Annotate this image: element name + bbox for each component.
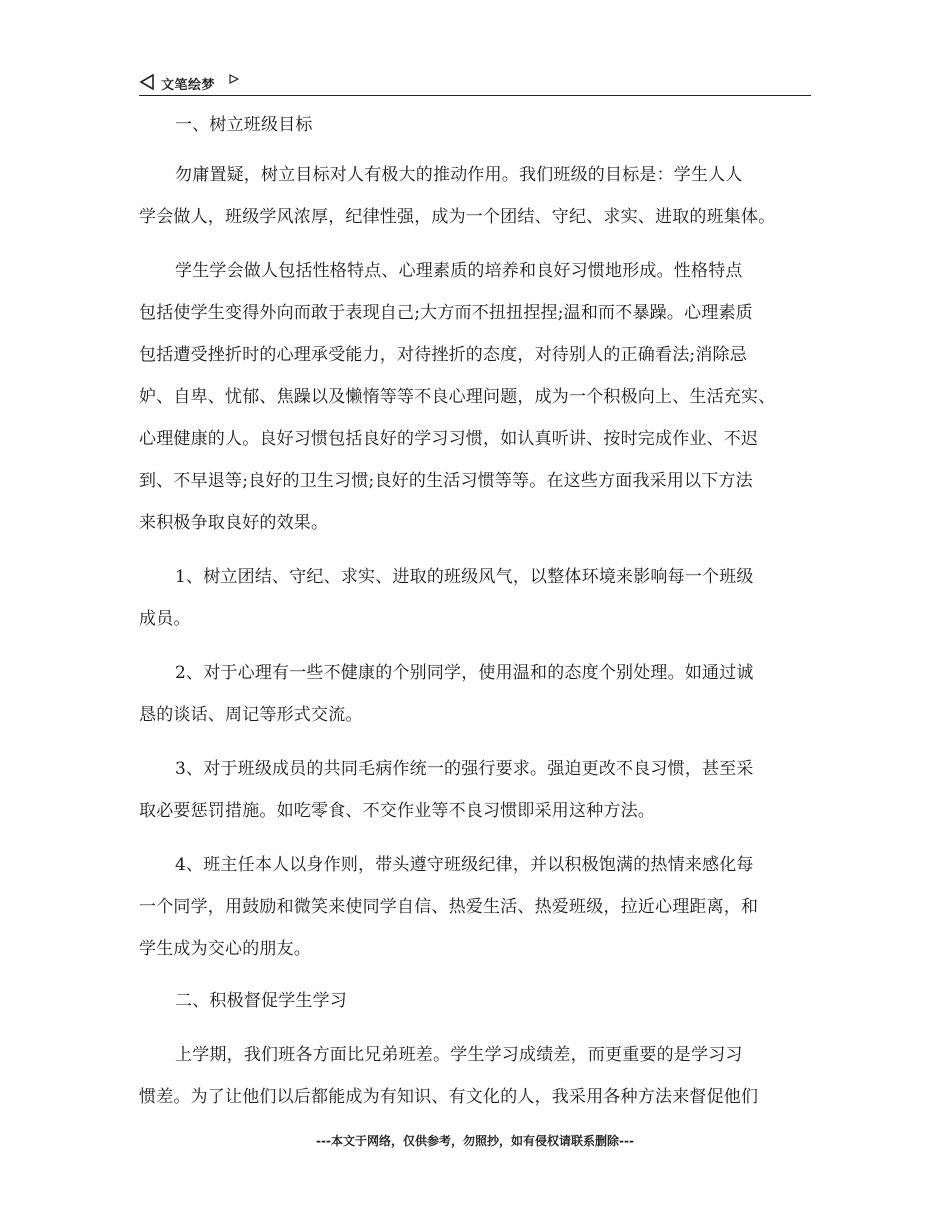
paragraph-line: 心理健康的人。良好习惯包括良好的学习习惯，如认真听讲、按时完成作业、不迟 (139, 429, 759, 449)
page-header (139, 72, 811, 96)
paragraph-line: 包括使学生变得外向而敢于表现自己;大方而不扭扭捏捏;温和而不暴躁。心理素质 (139, 303, 753, 323)
paragraph-line: 妒、自卑、忧郁、焦躁以及懒惰等等不良心理问题，成为一个积极向上、生活充实、 (139, 387, 776, 407)
paragraph-line: 包括遭受挫折时的心理承受能力，对待挫折的态度，对待别人的正确看法;消除忌 (139, 345, 747, 365)
list-item: 一个同学，用鼓励和微笑来使同学自信、热爱生活、热爱班级，拉近心理距离，和 (139, 897, 759, 917)
list-item: 3、对于班级成员的共同毛病作统一的强行要求。强迫更改不良习惯，甚至采 (175, 759, 754, 779)
header-title: 文笔绘梦 (161, 78, 216, 93)
list-item: 恳的谈话、周记等形式交流。 (139, 705, 363, 725)
list-item: 1、树立团结、守纪、求实、进取的班级风气，以整体环境来影响每一个班级 (175, 567, 754, 587)
paragraph-line: 勿庸置疑，树立目标对人有极大的推动作用。我们班级的目标是：学生人人 (175, 165, 743, 185)
triangle-right-icon (229, 74, 239, 84)
paragraph-line: 来积极争取良好的效果。 (139, 513, 329, 533)
list-item: 学生成为交心的朋友。 (139, 939, 311, 959)
section-heading: 二、积极督促学生学习 (175, 991, 347, 1011)
triangle-left-icon (139, 74, 155, 90)
footer-disclaimer: ---本文于网络，仅供参考，勿照抄，如有侵权请联系删除--- (316, 1134, 634, 1148)
paragraph-line: 上学期，我们班各方面比兄弟班差。学生学习成绩差，而更重要的是学习习 (175, 1045, 743, 1065)
list-item: 取必要惩罚措施。如吃零食、不交作业等不良习惯即采用这种方法。 (139, 801, 655, 821)
section-heading: 一、树立班级目标 (175, 115, 313, 135)
list-item: 4、班主任本人以身作则，带头遵守班级纪律，并以积极饱满的热情来感化每 (175, 855, 754, 875)
paragraph-line: 学会做人，班级学风浓厚，纪律性强，成为一个团结、守纪、求实、进取的班集体。 (139, 207, 776, 227)
paragraph-line: 惯差。为了让他们以后都能成为有知识、有文化的人，我采用各种方法来督促他们 (139, 1087, 759, 1107)
list-item: 成员。 (139, 609, 191, 629)
paragraph-line: 学生学会做人包括性格特点、心理素质的培养和良好习惯地形成。性格特点 (175, 261, 743, 281)
paragraph-line: 到、不早退等;良好的卫生习惯;良好的生活习惯等等。在这些方面我采用以下方法 (139, 471, 753, 491)
list-item: 2、对于心理有一些不健康的个别同学，使用温和的态度个别处理。如通过诚 (175, 663, 754, 683)
